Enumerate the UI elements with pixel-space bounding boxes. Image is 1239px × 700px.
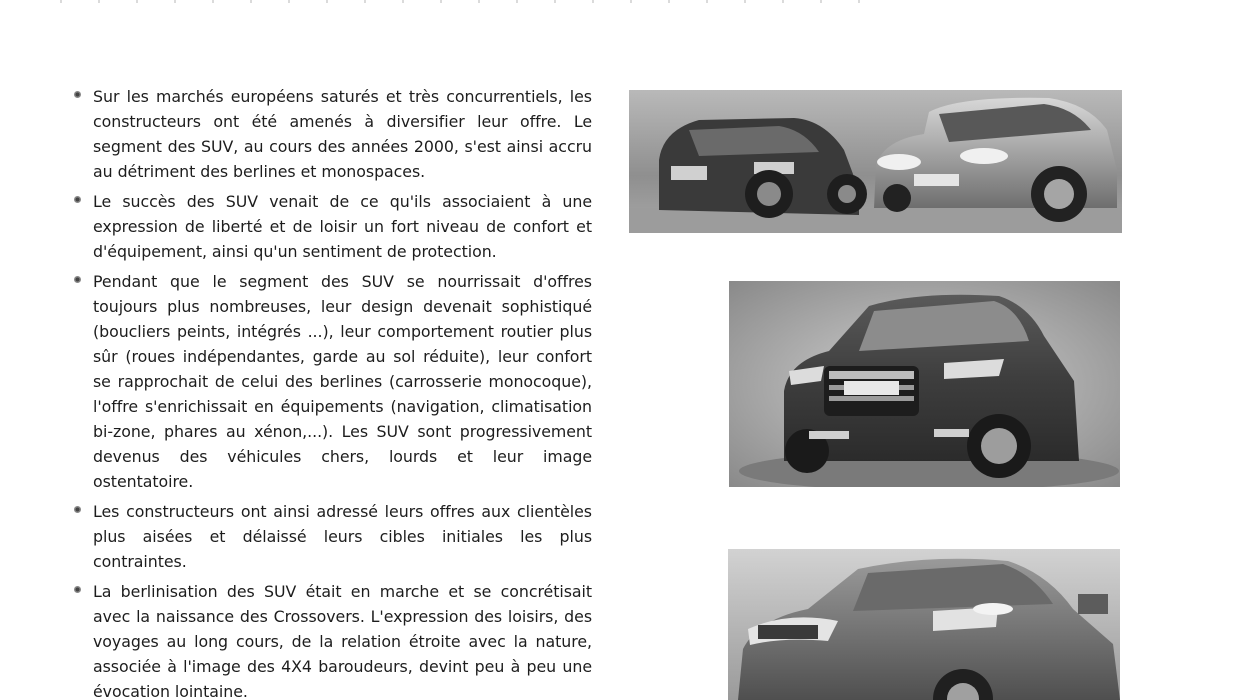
bullet-item bbox=[72, 499, 592, 574]
bullet-text: Le succès des SUV venait de ce qu'ils associaient à une expression de liberté et de loisir un fort niveau de confort et d'équipement, ainsi qu'un sentiment de protection. bbox=[93, 192, 592, 261]
crossover-front-photo bbox=[728, 549, 1120, 700]
bullet-icon bbox=[74, 506, 81, 513]
bullet-text: Les constructeurs ont ainsi adressé leurs offres aux clientèles plus aisées et délaissé leurs cibles initiales les plus contraintes. bbox=[93, 502, 592, 571]
bullet-icon bbox=[74, 196, 81, 203]
bullet-list bbox=[72, 84, 592, 700]
bullet-icon bbox=[74, 91, 81, 98]
bullet-icon bbox=[74, 586, 81, 593]
bullet-icon bbox=[74, 276, 81, 283]
luxury-suv-front-photo bbox=[729, 281, 1120, 487]
two-suv-icon bbox=[629, 90, 1122, 233]
luxury-suv-icon bbox=[729, 281, 1120, 487]
two-suv-comparison-photo bbox=[629, 90, 1122, 233]
bullet-item bbox=[72, 269, 592, 494]
bullet-text: La berlinisation des SUV était en marche et se concrétisait avec la naissance des Crossovers. L'expression des loisirs, des voyages au long cours, de la relation étroite avec la nature, associée à l'image des 4X4 baroudeurs, devint peu à peu une évocation lointaine. bbox=[93, 582, 592, 700]
crossover-icon bbox=[728, 549, 1120, 700]
scan-edge-artifact bbox=[60, 0, 880, 3]
bullet-item bbox=[72, 189, 592, 264]
bullet-item bbox=[72, 84, 592, 184]
bullet-item bbox=[72, 579, 592, 700]
bullet-text: Pendant que le segment des SUV se nourrissait d'offres toujours plus nombreuses, leur design devenait sophistiqué (boucliers peints, intégrés ...), leur comportement routier plus sûr (roues indépendantes, garde au sol réduite), leur confort se rapprochait de celui des berlines (carrosserie monocoque), l'offre s'enrichissait en équipements (navigation, climatisation bi-zone, phares au xénon,...). Les SUV sont progressivement devenus des véhicules chers, lourds et leur image ostentatoire. bbox=[93, 272, 592, 491]
bullet-text: Sur les marchés européens saturés et très concurrentiels, les constructeurs ont été amenés à diversifier leur offre. Le segment des SUV, au cours des années 2000, s'est ainsi accru au détriment des berlines et monospaces. bbox=[93, 87, 592, 181]
